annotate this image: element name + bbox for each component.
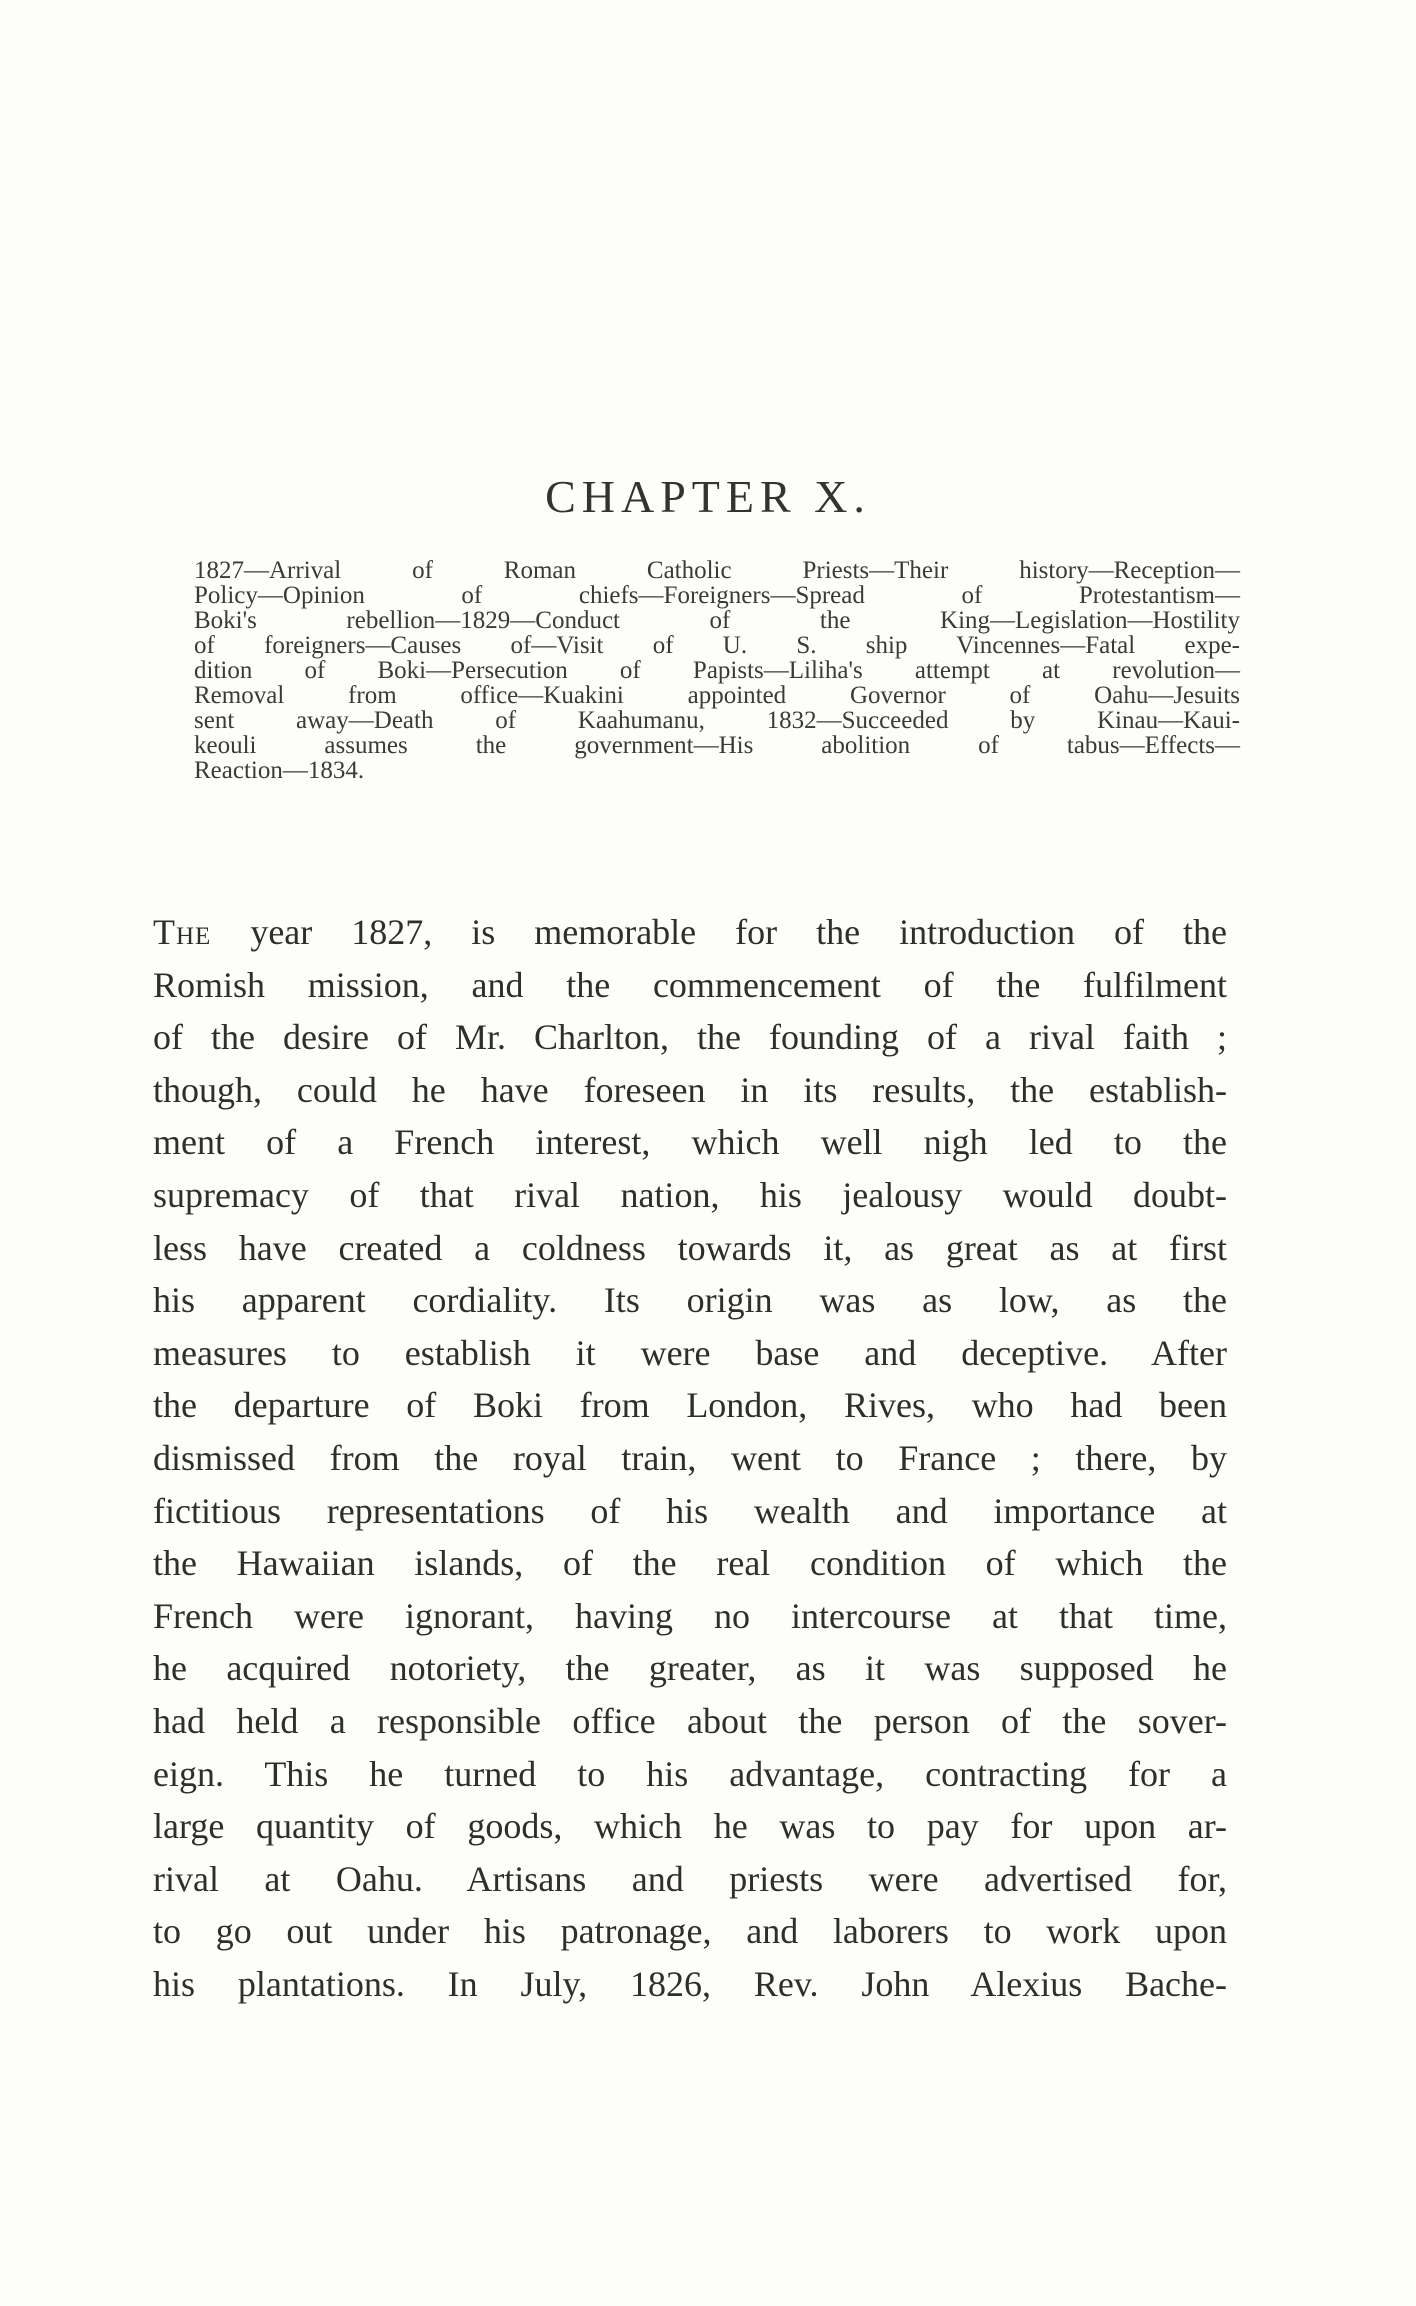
body-line: the Hawaiian islands, of the real condition of which the <box>153 1543 1227 1584</box>
body-line: less have created a coldness towards it, as great as at first <box>153 1227 1227 1268</box>
body-line: dismissed from the royal train, went to France ; there, by <box>153 1437 1227 1478</box>
body-line: his apparent cordiality. Its origin was as low, as the <box>153 1280 1227 1321</box>
body-line: eign. This he turned to his advantage, contracting for a <box>153 1753 1227 1794</box>
summary-line: of foreigners—Causes of—Visit of U. S. ship Vincennes—Fatal expe- <box>194 632 1240 659</box>
chapter-title: CHAPTER X. <box>545 471 871 522</box>
body-line: he acquired notoriety, the greater, as it was supposed he <box>153 1648 1227 1689</box>
summary-line: 1827—Arrival of Roman Catholic Priests—Their history—Reception— <box>194 557 1240 584</box>
body-line: French were ignorant, having no intercourse at that time, <box>153 1595 1227 1636</box>
summary-line: sent away—Death of Kaahumanu, 1832—Succeeded by Kinau—Kaui- <box>194 707 1240 734</box>
body-line: Romish mission, and the commencement of the fulfilment <box>153 964 1227 1005</box>
body-text <box>153 906 1227 2010</box>
body-line: measures to establish it were base and deceptive. After <box>153 1332 1227 1373</box>
body-line: rival at Oahu. Artisans and priests were advertised for, <box>153 1858 1227 1899</box>
body-line: large quantity of goods, which he was to pay for upon ar- <box>153 1806 1227 1847</box>
summary-line: Reaction—1834. <box>194 757 365 784</box>
chapter-summary <box>194 558 1240 783</box>
body-line: ment of a French interest, which well nigh led to the <box>153 1122 1227 1163</box>
summary-line: dition of Boki—Persecution of Papists—Liliha's attempt at revolution— <box>194 657 1240 684</box>
body-line: though, could he have foreseen in its results, the establish- <box>153 1069 1227 1110</box>
lead-word: The <box>153 912 212 952</box>
body-line-first <box>153 906 1227 959</box>
body-line: his plantations. In July, 1826, Rev. John Alexius Bache- <box>153 1963 1227 2004</box>
body-line: supremacy of that rival nation, his jealousy would doubt- <box>153 1174 1227 1215</box>
body-line: fictitious representations of his wealth and importance at <box>153 1490 1227 1531</box>
body-line: of the desire of Mr. Charlton, the founding of a rival faith ; <box>153 1017 1227 1058</box>
summary-line: Boki's rebellion—1829—Conduct of the King—Legislation—Hostility <box>194 607 1240 634</box>
body-line: the departure of Boki from London, Rives, who had been <box>153 1385 1227 1426</box>
body-line: to go out under his patronage, and laborers to work upon <box>153 1911 1227 1952</box>
body-line: had held a responsible office about the person of the sover- <box>153 1700 1227 1741</box>
first-line-text: year 1827, is memorable for the introduction of the <box>211 912 1227 952</box>
summary-line: keouli assumes the government—His abolition of tabus—Effects— <box>194 732 1240 759</box>
summary-line: Removal from office—Kuakini appointed Governor of Oahu—Jesuits <box>194 682 1240 709</box>
summary-line: Policy—Opinion of chiefs—Foreigners—Spread of Protestantism— <box>194 582 1240 609</box>
